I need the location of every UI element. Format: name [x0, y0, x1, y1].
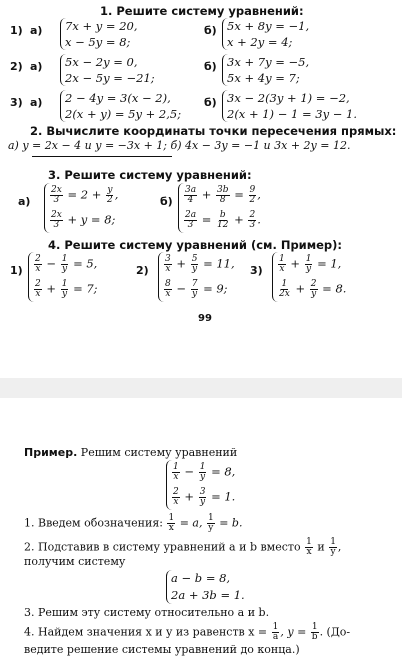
- fraction: [164, 255, 172, 274]
- step4-line2: ведите решение системы уравнений до конца.): [24, 643, 300, 656]
- numerator: 2x: [51, 210, 62, 220]
- equation: [171, 463, 235, 482]
- task1-item2-a-label: а): [30, 60, 43, 73]
- numerator: 1: [199, 462, 206, 472]
- task2-line: а) y = 2x − 4 и y = −3x + 1; б) 4x − 3y = −1 и 3x + 2y = 12.: [8, 139, 351, 152]
- equation: 5x + 4y = 7;: [227, 70, 300, 85]
- denominator: y: [200, 497, 206, 507]
- task3-a-label: а): [18, 195, 31, 208]
- equation: 2a + 3b = 1.: [171, 588, 245, 603]
- equation-text: = 8,: [211, 464, 236, 479]
- numerator: 2: [310, 279, 317, 289]
- task4-heading: 4. Решите систему уравнений (см. Пример):: [48, 238, 343, 252]
- equation-text: = 8.: [322, 281, 347, 296]
- fraction: [164, 280, 172, 299]
- step4: [24, 623, 350, 642]
- textbook-page-example: [0, 398, 402, 664]
- denominator: x: [173, 472, 179, 482]
- example-intro: Решим систему уравнений: [80, 446, 238, 459]
- equation: a − b = 8,: [171, 571, 231, 586]
- equation-text: −: [176, 281, 187, 296]
- numerator: 1: [281, 279, 288, 289]
- numerator: 1: [61, 279, 68, 289]
- fraction: [34, 255, 42, 274]
- task1-item1-b-system: [222, 18, 309, 50]
- equation-text: −: [46, 256, 57, 271]
- denominator: 3: [53, 220, 60, 230]
- denominator: y: [192, 289, 198, 299]
- equation: [277, 280, 346, 299]
- fraction: [311, 623, 319, 642]
- denominator: a: [272, 632, 279, 642]
- task4-item2-num: 2): [136, 264, 149, 277]
- task1-item3-num: 3): [10, 96, 23, 109]
- numerator: 1: [279, 254, 285, 264]
- task1-item1-a-system: [60, 18, 137, 50]
- numerator: 1: [330, 537, 336, 547]
- task1-item1-b-label: б): [204, 24, 217, 37]
- equation-text: +: [201, 187, 212, 202]
- numerator: 1: [311, 622, 318, 632]
- fraction: [305, 538, 313, 557]
- task3-b-label: б): [160, 195, 173, 208]
- equation-text: = 11,: [203, 256, 235, 271]
- numerator: 1: [207, 513, 214, 523]
- example-title: Пример.: [24, 446, 78, 459]
- numerator: 1: [173, 462, 179, 472]
- denominator: y: [306, 264, 312, 274]
- denominator: 2: [107, 195, 113, 205]
- fraction: [172, 463, 180, 482]
- numerator: 1: [272, 622, 279, 632]
- denominator: 3: [187, 220, 194, 230]
- fraction: [216, 186, 230, 205]
- denominator: y: [62, 289, 68, 299]
- step1: [24, 514, 242, 533]
- step4-text: 4. Найдем значения x и y из равенств x =: [24, 625, 268, 639]
- fraction: [278, 280, 291, 299]
- equation: 5x + 8y = −1,: [227, 18, 310, 33]
- fraction: [207, 514, 215, 533]
- equation-text: = 1,: [317, 256, 342, 271]
- task1-item2-b-system: [222, 54, 309, 86]
- fraction: [61, 280, 69, 299]
- fraction: [249, 186, 257, 205]
- denominator: 8: [219, 195, 226, 205]
- equation: [183, 211, 261, 230]
- denominator: y: [62, 264, 68, 274]
- page-gap: [0, 378, 402, 398]
- equation-text: , y =: [280, 625, 307, 639]
- numerator: 2: [35, 279, 41, 289]
- equation: [163, 280, 235, 299]
- equation: [33, 255, 98, 274]
- fraction: [184, 186, 197, 205]
- equation-text: +: [176, 256, 187, 271]
- denominator: x: [35, 264, 41, 274]
- equation-text: + y = 8;: [67, 212, 116, 227]
- task4-item3-system: [272, 252, 346, 302]
- equation-text: = 9;: [203, 281, 228, 296]
- substituted-system: [166, 570, 245, 604]
- example-system: [166, 460, 235, 510]
- task1-item3-b-system: [222, 90, 357, 122]
- equation: 5x − 2y = 0,: [65, 54, 138, 69]
- denominator: y: [311, 289, 317, 299]
- equation-text: ,: [257, 187, 261, 202]
- denominator: y: [330, 547, 336, 557]
- task4-item1-system: [28, 252, 98, 302]
- denominator: 2x: [279, 289, 290, 299]
- task1-item2-b-label: б): [204, 60, 217, 73]
- task3-b-system: [178, 183, 261, 233]
- equation-text: = 2 +: [67, 187, 102, 202]
- equation: 2(x + y) = 5y + 2,5;: [65, 106, 182, 121]
- equation-text: = 1.: [211, 489, 236, 504]
- fraction: [50, 186, 63, 205]
- equation-text: = 5,: [73, 256, 98, 271]
- equation: [183, 186, 261, 205]
- denominator: 12: [217, 220, 229, 230]
- example-intro-line: [24, 446, 237, 459]
- fraction: [172, 488, 180, 507]
- denominator: x: [165, 289, 171, 299]
- equation-text: +: [46, 281, 57, 296]
- numerator: b: [219, 210, 226, 220]
- equation-text: +: [184, 489, 195, 504]
- equation: 2x − 5y = −21;: [65, 70, 155, 85]
- numerator: 2: [173, 487, 179, 497]
- denominator: y: [192, 264, 198, 274]
- numerator: 2x: [51, 185, 62, 195]
- fraction: [106, 186, 114, 205]
- numerator: 1: [306, 537, 312, 547]
- fraction: [61, 255, 69, 274]
- denominator: 2: [249, 195, 256, 205]
- step1-text: 1. Введем обозначения:: [24, 516, 163, 530]
- equation: x + 2y = 4;: [227, 34, 293, 49]
- step2-text: 2. Подставив в систему уравнений a и b вместо: [24, 540, 301, 554]
- task4-item3-num: 3): [250, 264, 263, 277]
- fraction: [248, 211, 256, 230]
- numerator: 1: [168, 513, 175, 523]
- task4-item1-num: 1): [10, 264, 23, 277]
- equation-text: +: [234, 212, 244, 227]
- fraction: [310, 280, 318, 299]
- equation-text: .: [257, 212, 261, 227]
- equation-text: =: [201, 212, 212, 227]
- equation: 3x + 7y = −5,: [227, 54, 310, 69]
- numerator: 5: [191, 254, 198, 264]
- equation: [163, 255, 235, 274]
- denominator: x: [35, 289, 41, 299]
- fraction: [34, 280, 42, 299]
- step3: 3. Решим эту систему относительно a и b.: [24, 606, 270, 619]
- fraction: [305, 255, 313, 274]
- denominator: x: [279, 264, 285, 274]
- numerator: 3a: [185, 185, 197, 195]
- denominator: 4: [187, 195, 194, 205]
- fraction: [184, 211, 197, 230]
- task3-heading: 3. Решите систему уравнений:: [48, 168, 252, 182]
- fraction: [199, 488, 207, 507]
- task1-item1-a-label: а): [30, 24, 43, 37]
- fraction: [199, 463, 207, 482]
- task4-item2-system: [158, 252, 235, 302]
- task1-item3-a-system: [60, 90, 181, 122]
- fraction: [278, 255, 286, 274]
- step2-and: и: [317, 540, 325, 554]
- equation-text: +: [295, 281, 306, 296]
- equation: [277, 255, 346, 274]
- numerator: 1: [61, 254, 68, 264]
- equation: [49, 186, 118, 205]
- numerator: 3b: [217, 185, 229, 195]
- denominator: x: [165, 264, 171, 274]
- equation-text: = a,: [179, 516, 203, 530]
- equation: [171, 488, 235, 507]
- numerator: 9: [249, 185, 256, 195]
- equation-text: +: [290, 256, 301, 271]
- fraction: [329, 538, 337, 557]
- equation-text: =: [234, 187, 244, 202]
- numerator: y: [107, 185, 113, 195]
- denominator: x: [168, 523, 174, 533]
- step4-end: . (До-: [319, 625, 351, 639]
- denominator: 3: [249, 220, 256, 230]
- task1-item3-b-label: б): [204, 96, 217, 109]
- numerator: 2: [249, 210, 256, 220]
- equation: [49, 211, 118, 230]
- divider: [32, 156, 172, 157]
- step2-end: ,: [337, 540, 342, 554]
- denominator: 3: [53, 195, 60, 205]
- task2-heading: 2. Вычислите координаты точки пересечения прямых:: [30, 124, 397, 138]
- page-number: 99: [198, 313, 212, 324]
- denominator: x: [306, 547, 312, 557]
- numerator: 2a: [185, 210, 197, 220]
- fraction: [191, 255, 199, 274]
- equation-text: ,: [114, 187, 119, 202]
- equation: 2 − 4y = 3(x − 2),: [65, 90, 171, 105]
- task1-heading: 1. Решите систему уравнений:: [100, 4, 304, 18]
- equation-text: = b.: [219, 516, 243, 530]
- equation: 2(x + 1) − 1 = 3y − 1.: [227, 106, 357, 121]
- equation: 3x − 2(3y + 1) = −2,: [227, 90, 350, 105]
- denominator: y: [208, 523, 214, 533]
- task1-item2-num: 2): [10, 60, 23, 73]
- numerator: 3: [165, 254, 171, 264]
- numerator: 7: [191, 279, 198, 289]
- fraction: [50, 211, 63, 230]
- task1-item1-num: 1): [10, 24, 23, 37]
- step2-line2: получим систему: [24, 555, 126, 568]
- fraction: [191, 280, 199, 299]
- fraction: [216, 211, 229, 230]
- numerator: 3: [199, 487, 206, 497]
- equation: 7x + y = 20,: [65, 18, 138, 33]
- fraction: [272, 623, 280, 642]
- numerator: 8: [165, 279, 171, 289]
- task3-a-system: [44, 183, 118, 233]
- numerator: 1: [305, 254, 312, 264]
- denominator: x: [173, 497, 179, 507]
- fraction: [167, 514, 175, 533]
- equation: x − 5y = 8;: [65, 34, 131, 49]
- equation-text: = 7;: [73, 281, 98, 296]
- denominator: b: [311, 632, 318, 642]
- equation: [33, 280, 98, 299]
- numerator: 2: [35, 254, 41, 264]
- task1-item3-a-label: а): [30, 96, 43, 109]
- denominator: y: [200, 472, 206, 482]
- task1-item2-a-system: [60, 54, 155, 86]
- equation-text: −: [184, 464, 195, 479]
